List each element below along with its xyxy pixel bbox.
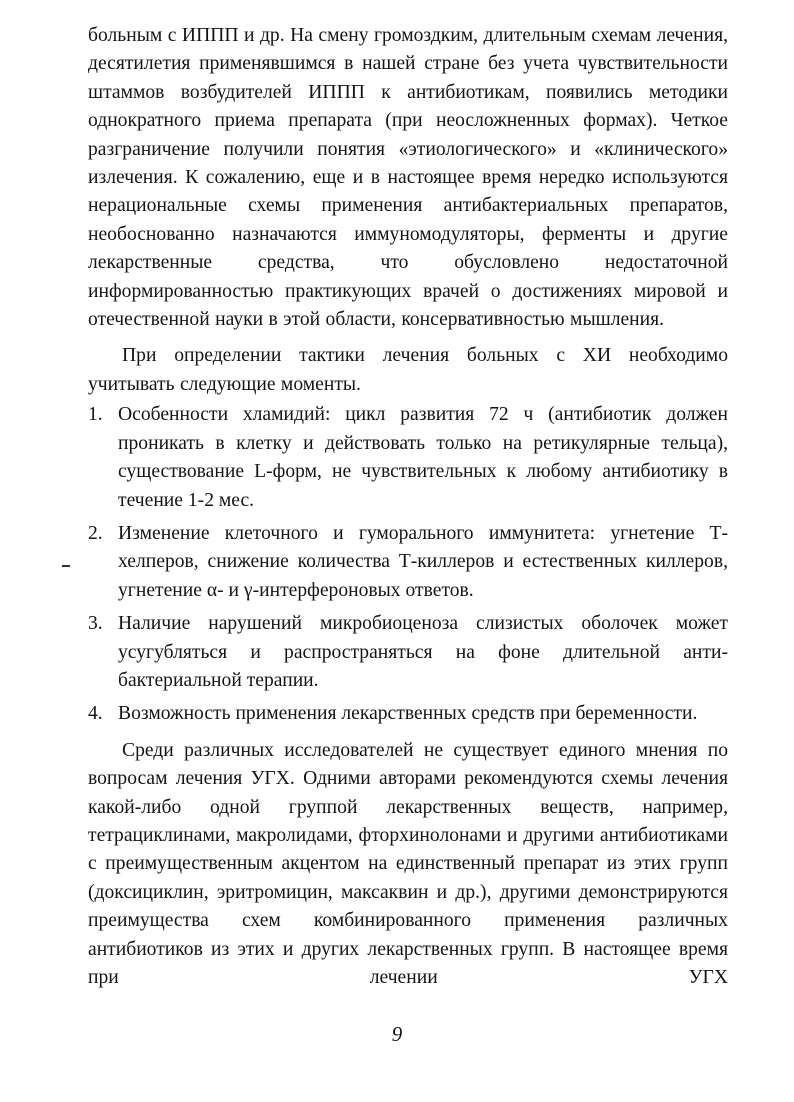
list-item [88,520,728,605]
list-item [88,610,728,695]
list-number: 3. [88,613,103,635]
margin-mark [62,565,70,567]
page-number: 9 [391,1022,403,1046]
list-number: 1. [88,404,103,426]
list-text: Возможность применения лекарственных средств при беременности. [118,703,698,725]
list-item [88,700,728,728]
list-text: Особенности хламидий: цикл развития 72 ч (антибиотик должен проникать в клетку и действовать только на ретикулярные тельца), существование L-форм, не чувствительных к любому антибиотику в течение 1-2 мес. [118,404,728,511]
paragraph-1: больным с ИППП и др. На смену громоздким, длительным схемам лечения, десятилетия применявшимся в нашей стране без учета чувствительности штаммов возбудителей ИППП к антибиотикам, появились методики однократного приема препарата (при неосложненных формах). Четкое разграничение получили понятия «этиологического» и «клинического» излечения. К сожалению, еще и в настоящее время нередко используются нерациональные схемы применения антибактериальных препаратов, необоснованно назначаются иммуномодуляторы, ферменты и другие лекарственные средства, что обусловлено недостаточной информированностью практикующих врачей о достижениях мировой и отечественной науки в этой области, консервативностью мышления. [88,25,728,331]
list-item [88,401,728,515]
list-text: Изменение клеточного и гуморального иммунитета: угнетение Т-хелперов, снижение количества Т-киллеров и естественных киллеров, угнетение α- и γ-интерфероновых ответов. [118,522,728,601]
list-number: 2. [88,522,103,544]
numbered-list [88,401,728,728]
paragraph-3: Среди различных исследователей не существует единого мнения по вопросам лечения УГХ. Одними авторами рекомендуются схемы лечения какой-либо одной группой лекарственных веществ, например, тетрациклинами, макролидами, фторхинолонами и другими антибиотиками с преимущественным акцентом на единственный препарат из этих групп (доксициклин, эритромицин, максаквин и др.), другими демонстрируются преимущества схем комбинированного применения различных антибиотиков из этих и других лекарственных групп. В настоящее время при лечении УГХ [88,739,728,988]
list-number: 4. [88,703,103,725]
paragraph-2: При определении тактики лечения больных с ХИ необходимо учитывать следующие моменты. [88,345,728,395]
list-text: Наличие нарушений микробиоценоза слизистых оболочек может усугубляться и распространяться на фоне длительной антибактериальной терапии. [118,613,728,691]
page-body [88,22,728,992]
